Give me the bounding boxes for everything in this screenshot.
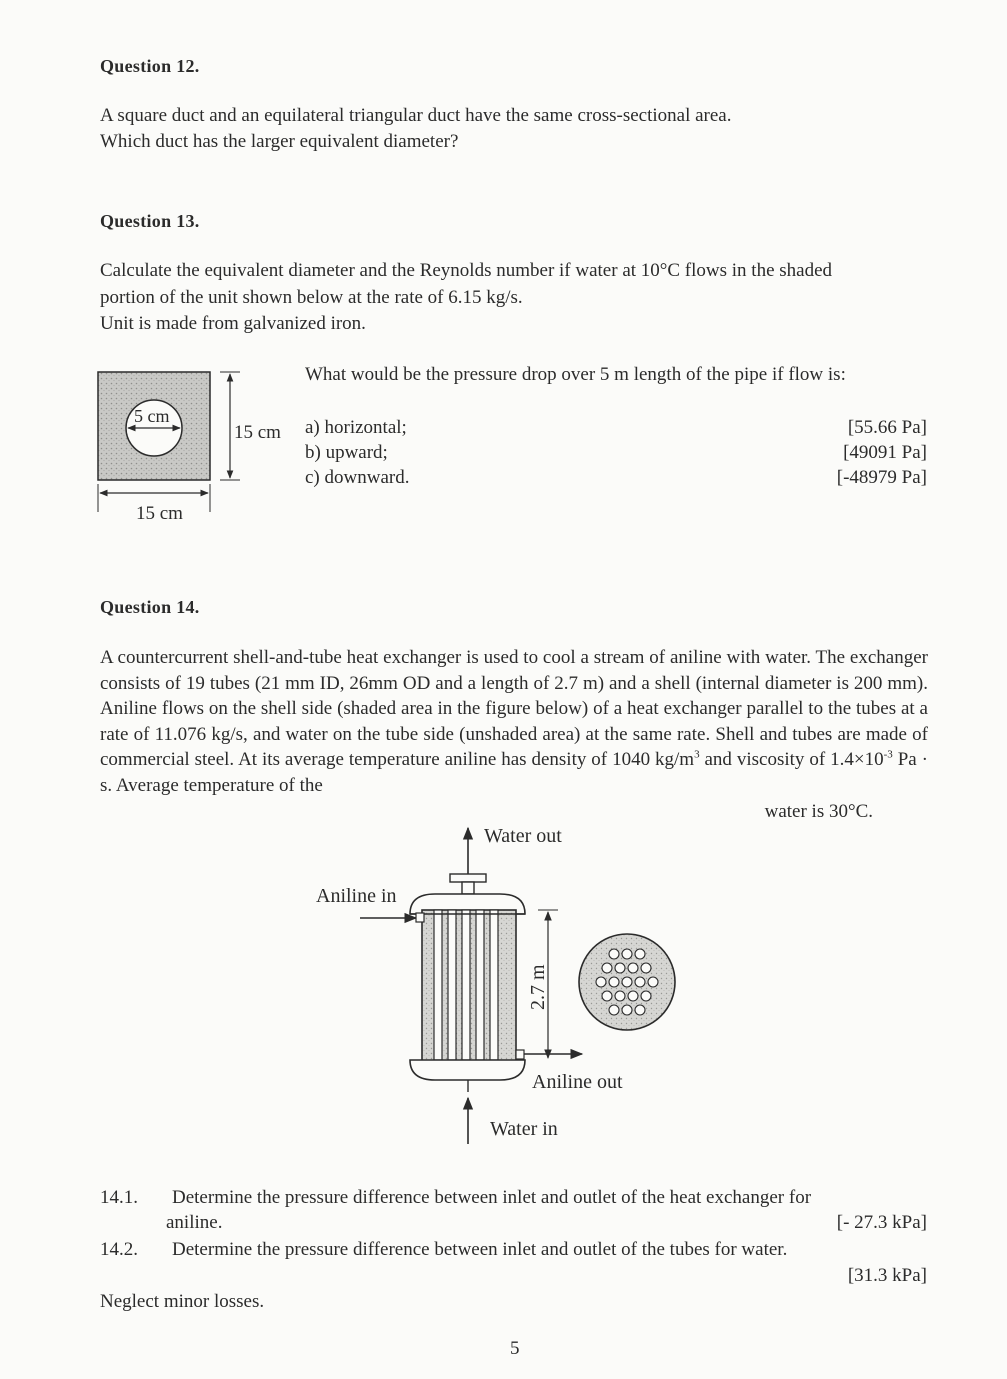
- cross-tube: [641, 991, 651, 1001]
- neglect-losses-note: Neglect minor losses.: [100, 1291, 265, 1312]
- heat-exchanger-figure: [300, 822, 700, 1152]
- question-13-heading: Question 13.: [100, 211, 200, 231]
- tube: [462, 910, 470, 1060]
- question-13-line-1: Calculate the equivalent diameter and the Reynolds number if water at 10°C flows in the shaded: [100, 260, 833, 281]
- cross-tube: [648, 977, 658, 987]
- cross-tube: [628, 963, 638, 973]
- cross-tube: [622, 949, 632, 959]
- subquestion-14-1-answer: [- 27.3 kPa]: [836, 1212, 927, 1233]
- question-12-line-1: A square duct and an equilateral triangular duct have the same cross-sectional area.: [100, 105, 732, 126]
- top-nozzle: [462, 882, 474, 894]
- subquestion-14-1-text-2: aniline.: [166, 1212, 223, 1233]
- cross-tube: [628, 991, 638, 1001]
- cross-tube: [609, 977, 619, 987]
- q14-text-part-3: Pa · s. Average temperature of the: [100, 749, 928, 796]
- aniline-out-port: [516, 1050, 524, 1059]
- subquestion-14-2-text: Determine the pressure difference between inlet and outlet of the tubes for water.: [172, 1239, 788, 1260]
- question-13-line-2: portion of the unit shown below at the rate of 6.15 kg/s.: [100, 287, 523, 308]
- tube: [476, 910, 484, 1060]
- aniline-in-port: [416, 913, 424, 922]
- subquestion-14-1-number: 14.1.: [100, 1187, 138, 1208]
- aniline-in-label: Aniline in: [316, 885, 397, 907]
- length-label: 2.7 m: [527, 964, 549, 1010]
- cross-tube: [641, 963, 651, 973]
- subquestion-14-2-answer: [31.3 kPa]: [847, 1265, 927, 1286]
- q14-text-part-2: and viscosity of 1.4×10: [699, 749, 884, 770]
- q14-text-part-1: A countercurrent shell-and-tube heat exchanger is used to cool a stream of aniline with water. The exchanger consists of 19 tubes (21 mm ID, 26mm OD and a length of 2.7 m) and a shell (internal diameter is 200 mm). Aniline flows on the shell side (shaded area in the figure below) of a heat exchanger parallel to the tubes at a rate of 11.076 kg/s, and water on the tube side (unshaded area) at the same rate. Shell and tubes are made of commercial steel. At its average temperature aniline has density of 1040 kg/m: [100, 647, 928, 770]
- aniline-out-label: Aniline out: [532, 1071, 623, 1093]
- subquestion-14-1-text: Determine the pressure difference between inlet and outlet of the heat exchanger for: [172, 1187, 812, 1208]
- cross-tube: [609, 949, 619, 959]
- question-14-heading: Question 14.: [100, 597, 200, 617]
- tube: [434, 910, 442, 1060]
- question-14-paragraph: [100, 645, 928, 798]
- tube: [448, 910, 456, 1060]
- viscosity-exponent: -3: [883, 748, 893, 761]
- question-12-heading: Question 12.: [100, 56, 200, 76]
- cross-tube: [622, 977, 632, 987]
- option-a-label: a) horizontal;: [305, 417, 407, 438]
- cross-tube: [635, 949, 645, 959]
- water-in-label: Water in: [490, 1118, 558, 1140]
- question-13-prompt: What would be the pressure drop over 5 m length of the pipe if flow is:: [305, 364, 846, 385]
- cross-tube: [615, 963, 625, 973]
- width-label: 15 cm: [136, 503, 183, 524]
- option-b-answer: [49091 Pa]: [843, 442, 927, 463]
- question-14-last-line: water is 30°C.: [764, 801, 873, 822]
- bottom-head: [410, 1060, 525, 1080]
- water-out-label: Water out: [484, 825, 562, 847]
- question-12-line-2: Which duct has the larger equivalent diameter?: [100, 131, 459, 152]
- tube: [490, 910, 498, 1060]
- top-nozzle-flange: [450, 874, 486, 882]
- cross-tube: [635, 1005, 645, 1015]
- cross-tube: [622, 1005, 632, 1015]
- cross-tube: [609, 1005, 619, 1015]
- circle-label: 5 cm: [134, 406, 170, 426]
- option-c-answer: [-48979 Pa]: [836, 467, 927, 488]
- option-c-label: c) downward.: [305, 467, 410, 488]
- density-exponent: 3: [694, 748, 700, 761]
- option-a-answer: [55.66 Pa]: [847, 417, 927, 438]
- page-number: 5: [510, 1338, 520, 1359]
- height-label: 15 cm: [234, 422, 281, 443]
- cross-tube: [602, 963, 612, 973]
- square-duct-figure: [90, 362, 300, 527]
- option-b-label: b) upward;: [305, 442, 388, 463]
- cross-tube: [615, 991, 625, 1001]
- cross-tube: [602, 991, 612, 1001]
- subquestion-14-2-number: 14.2.: [100, 1239, 138, 1260]
- cross-tube: [635, 977, 645, 987]
- cross-tube: [596, 977, 606, 987]
- question-13-line-3: Unit is made from galvanized iron.: [100, 313, 366, 334]
